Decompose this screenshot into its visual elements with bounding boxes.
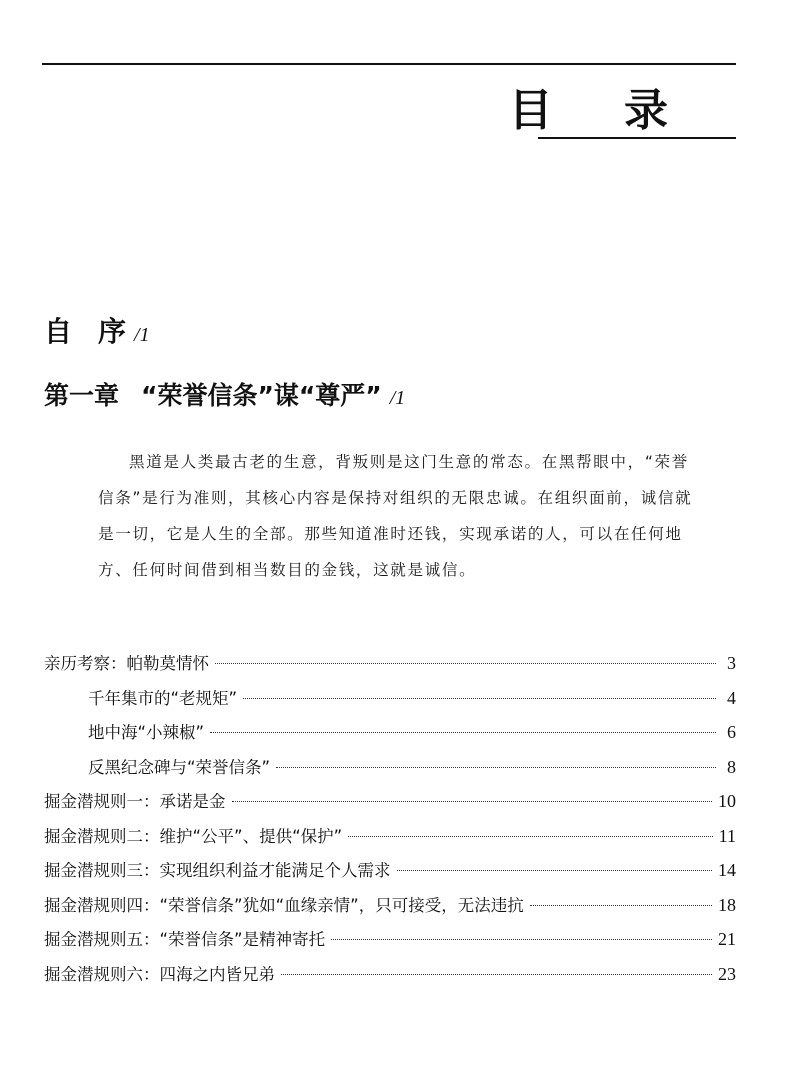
toc-list [44,646,736,991]
toc-row[interactable] [44,819,736,854]
toc-leader-dots [210,732,716,733]
toc-row[interactable] [44,957,736,992]
page-title: 目 录 [508,85,696,136]
chapter-label: 第一章 [44,381,120,410]
toc-row[interactable] [44,715,736,750]
preface-label-a: 自 [44,315,73,348]
toc-page-number: 18 [718,894,736,915]
toc-title: 千年集市的“老规矩” [88,688,238,708]
toc-title: 反黑纪念碑与“荣誉信条” [88,757,271,777]
preface-page: /1 [134,324,150,346]
toc-leader-dots [530,905,712,906]
toc-leader-dots [276,767,716,768]
toc-row[interactable] [44,888,736,923]
toc-title: 掘金潜规则六：四海之内皆兄弟 [44,964,275,984]
toc-page-number: 10 [718,791,736,811]
chapter-title: “荣誉信条”谋“尊严” [141,381,382,410]
toc-title: 掘金潜规则四：“荣誉信条”犹如“血缘亲情”，只可接受，无法违抗 [44,895,524,915]
toc-page-number: 14 [718,860,736,880]
chapter-one-entry[interactable] [44,376,405,412]
toc-page-number: 11 [718,825,736,846]
toc-row[interactable] [44,922,736,957]
preface-entry[interactable] [44,310,150,350]
toc-page-number: 4 [727,687,736,708]
toc-row[interactable] [44,681,736,716]
toc-row[interactable] [44,646,736,681]
toc-title: 掘金潜规则三：实现组织利益才能满足个人需求 [44,861,391,880]
toc-title: 掘金潜规则五：“荣誉信条”是精神寄托 [44,930,326,949]
top-rule [42,63,736,65]
toc-leader-dots [281,974,712,975]
toc-row[interactable] [44,750,736,785]
toc-leader-dots [232,801,713,802]
toc-page-number: 3 [727,653,736,673]
toc-leader-dots [331,939,712,940]
toc-leader-dots [348,836,712,837]
toc-leader-dots [215,663,716,664]
chapter-page: /1 [389,387,406,409]
toc-page-number: 21 [718,929,736,949]
toc-title: 掘金潜规则二：维护“公平”、提供“保护” [44,826,343,846]
toc-title: 地中海“小辣椒” [88,723,205,742]
toc-title: 亲历考察：帕勒莫情怀 [44,654,209,673]
toc-leader-dots [243,698,716,699]
toc-leader-dots [397,870,713,871]
toc-page-number: 6 [727,722,736,742]
preface-label-b: 序 [98,315,127,348]
toc-title: 掘金潜规则一：承诺是金 [44,792,226,811]
toc-row[interactable] [44,853,736,888]
title-underline [538,137,736,139]
toc-row[interactable] [44,784,736,819]
toc-page-number: 23 [718,963,736,984]
toc-page-number: 8 [727,756,736,777]
chapter-summary: 黑道是人类最古老的生意，背叛则是这门生意的常态。在黑帮眼中，“荣誉信条”是行为准则，其核心内容是保持对组织的无限忠诚。在组织面前，诚信就是一切，它是人生的全部。那些知道准时还钱，实现承诺的人，可以在任何地方、任何时间借到相当数目的金钱，这就是诚信。 [98,453,693,579]
